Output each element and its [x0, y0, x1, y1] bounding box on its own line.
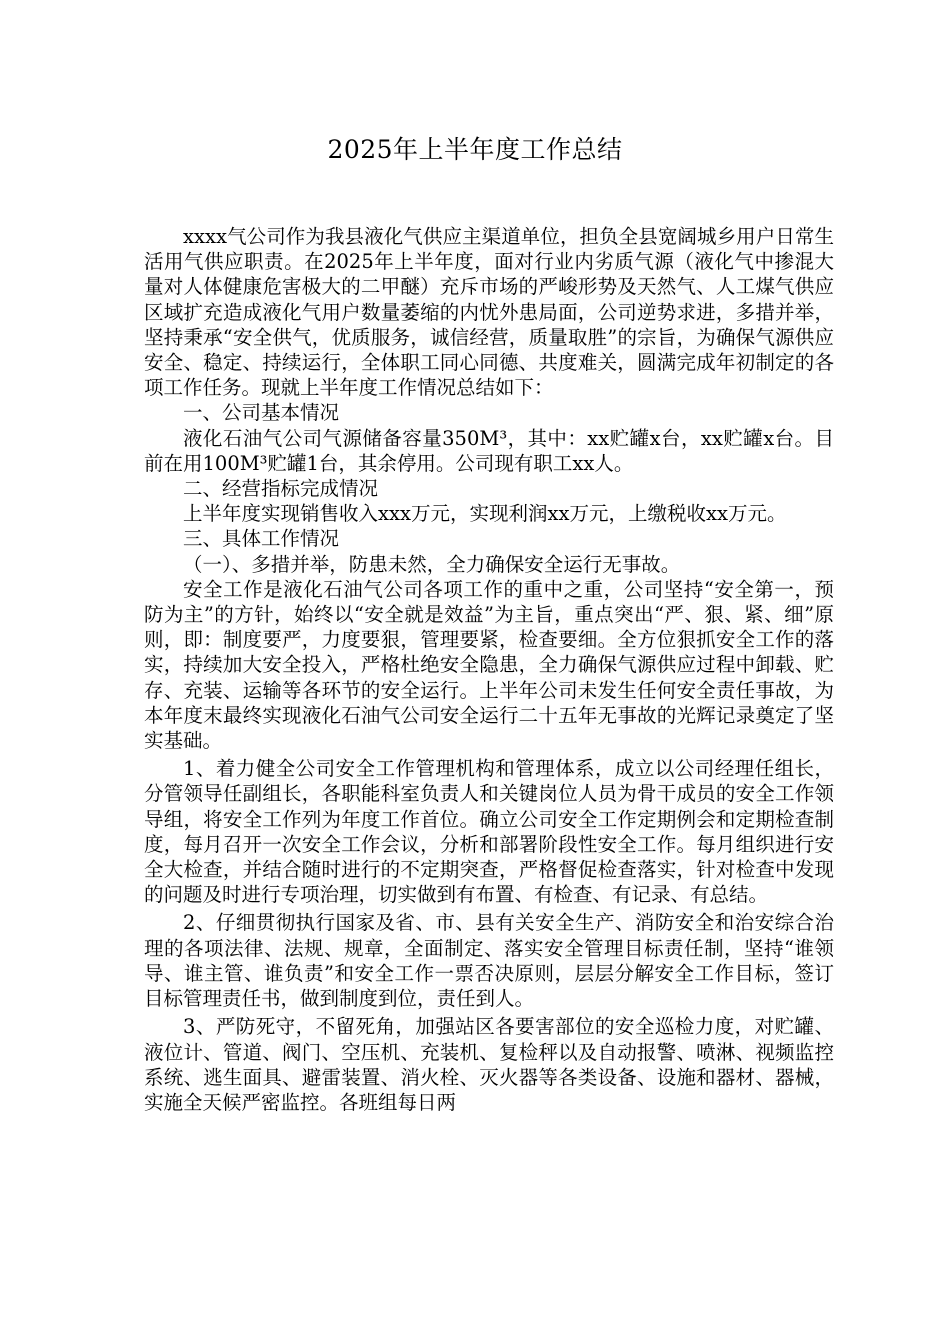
section-heading-business-indicators: 二、经营指标完成情况 [183, 477, 379, 501]
safety-paragraph: 安全工作是液化石油气公司各项工作的重中之重，公司坚持“安全第一，预防为主”的方针，始终以“安全就是效益”为主旨，重点突出“严、狠、紧、细”原则，即：制度要严，力度要狠，管理要紧，检查要细。全方位狠抓安全工作的落实，持续加大安全投入，严格杜绝安全隐患，全力确保气源供应过程中卸载、贮存、充装、运输等各环节的安全运行。上半年公司未发生任何安全责任事故，为本年度末最终实现液化石油气公司安全运行二十五年无事故的光辉记录奠定了坚实基础。 [144, 577, 834, 753]
company-basics-paragraph: 液化石油气公司气源储备容量350M³，其中：xx贮罐x台，xx贮罐x台。目前在用100M³贮罐1台，其余停用。公司现有职工xx人。 [144, 426, 834, 475]
business-indicators-paragraph: 上半年度实现销售收入xxx万元，实现利润xx万元，上缴税收xx万元。 [183, 502, 787, 526]
safety-item-3-paragraph: 3、严防死守，不留死角，加强站区各要害部位的安全巡检力度，对贮罐、液位计、管道、阀门、空压机、充装机、复检秤以及自动报警、喷淋、视频监控系统、逃生面具、避雷装置、消火栓、灭火器等各类设备、设施和器材、器械，实施全天候严密监控。各班组每日两 [144, 1015, 834, 1114]
subsection-heading-safety: （一）、多措并举，防患未然，全力确保安全运行无事故。 [183, 552, 681, 576]
document-body [144, 224, 834, 1115]
intro-paragraph: xxxx气公司作为我县液化气供应主渠道单位，担负全县宽阔城乡用户日常生活用气供应职责。在2025年上半年度，面对行业内劣质气源（液化气中掺混大量对人体健康危害极大的二甲醚）充斥市场的严峻形势及天然气、人工煤气供应区域扩充造成液化气用户数量萎缩的内忧外患局面，公司逆势求进，多措并举，坚持秉承“安全供气，优质服务，诚信经营，质量取胜”的宗旨，为确保气源供应安全、稳定、持续运行，全体职工同心同德、共度难关，圆满完成年初制定的各项工作任务。现就上半年度工作情况总结如下： [144, 225, 834, 400]
safety-item-1-paragraph: 1、着力健全公司安全工作管理机构和管理体系，成立以公司经理任组长，分管领导任副组长，各职能科室负责人和关键岗位人员为骨干成员的安全工作领导组，将安全工作列为年度工作首位。确立公司安全工作定期例会和定期检查制度，每月召开一次安全工作会议，分析和部署阶段性安全工作。每月组织进行安全大检查，并结合随时进行的不定期突查，严格督促检查落实，针对检查中发现的问题及时进行专项治理，切实做到有布置、有检查、有记录、有总结。 [144, 757, 834, 907]
section-heading-specific-work: 三、具体工作情况 [183, 527, 340, 551]
section-heading-company-basics: 一、公司基本情况 [183, 401, 340, 425]
safety-item-2-paragraph: 2、仔细贯彻执行国家及省、市、县有关安全生产、消防安全和治安综合治理的各项法律、法规、规章，全面制定、落实安全管理目标责任制，坚持“谁领导、谁主管、谁负责”和安全工作一票否决原则，层层分解安全工作目标，签订目标管理责任书，做到制度到位，责任到人。 [144, 911, 834, 1011]
document-title: 2025年上半年度工作总结 [327, 135, 623, 164]
